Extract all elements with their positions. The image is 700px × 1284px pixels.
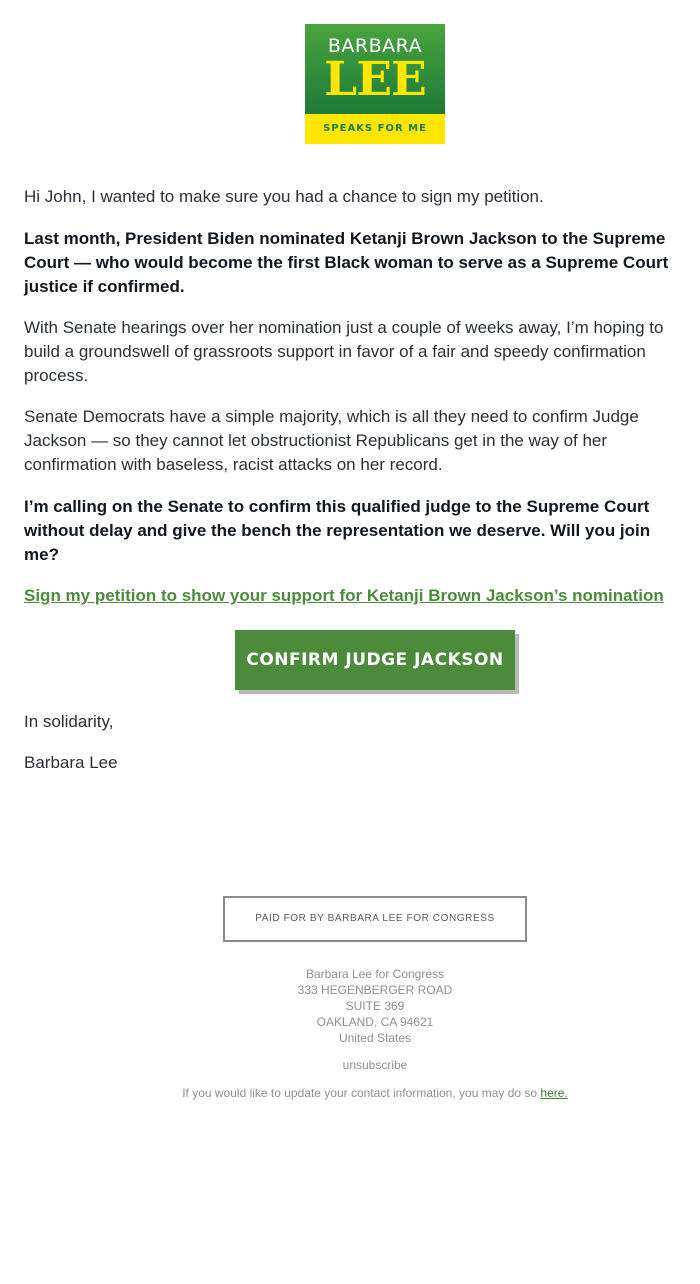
confirm-judge-jackson-button[interactable]: CONFIRM JUDGE JACKSON [235,630,515,690]
paragraph-line: confirmation with baseless, racist attacks on her record. [24,455,443,474]
update-contact-text: If you would like to update your contact information, you may do so [182,1086,538,1100]
address-line: OAKLAND, CA 94621 [316,1015,434,1029]
address-line: SUITE 369 [345,999,405,1013]
footer-address [0,966,700,1046]
logo-tagline: SPEAKS FOR ME [323,123,427,134]
update-contact-link[interactable]: here. [540,1086,568,1100]
paragraph-line: Court — who would become the first Black woman to serve as a Supreme Court [24,253,669,272]
paid-for-disclaimer: PAID FOR BY BARBARA LEE FOR CONGRESS [223,896,527,942]
signature-text: Barbara Lee [24,753,118,772]
paragraph-line: Jackson — so they cannot let obstructionist Republicans get in the way of her [24,431,608,450]
barbara-lee-logo [305,24,445,144]
paragraph-line: process. [24,366,89,385]
unsubscribe-link[interactable]: unsubscribe [342,1058,408,1072]
intro-bold-paragraph [24,227,668,299]
logo-first-name: BARBARA [327,35,423,57]
greeting-text: Hi John, I wanted to make sure you had a chance to sign my petition. [24,187,544,206]
petition-link-line [24,584,664,608]
address-line: Barbara Lee for Congress [305,967,445,981]
petition-link[interactable]: Sign my petition to show your support for Ketanji Brown Jackson’s nomination [24,586,664,605]
paragraph-line: Last month, President Biden nominated Ketanji Brown Jackson to the Supreme [24,229,666,248]
senate-paragraph [24,405,639,477]
logo-last-name: LEE [324,52,426,107]
paragraph-line: justice if confirmed. [24,277,185,296]
hearings-paragraph [24,316,663,388]
update-contact-row [0,1085,700,1101]
paragraph-line: build a groundswell of grassroots support in favor of a fair and speedy confirmation [24,342,646,361]
paragraph-line: without delay and give the bench the representation we deserve. Will you join [24,521,651,540]
address-line: United States [338,1031,412,1045]
call-to-action-paragraph [24,495,650,567]
paragraph-line: With Senate hearings over her nomination just a couple of weeks away, I’m hoping to [24,318,664,337]
closing-text: In solidarity, [24,712,114,731]
paragraph-line: me? [24,545,59,564]
address-line: 333 HEGENBERGER ROAD [297,983,453,997]
paragraph-line: I’m calling on the Senate to confirm this qualified judge to the Supreme Court [24,497,650,516]
unsubscribe-row [0,1057,700,1073]
paragraph-line: Senate Democrats have a simple majority, which is all they need to confirm Judge [24,407,639,426]
